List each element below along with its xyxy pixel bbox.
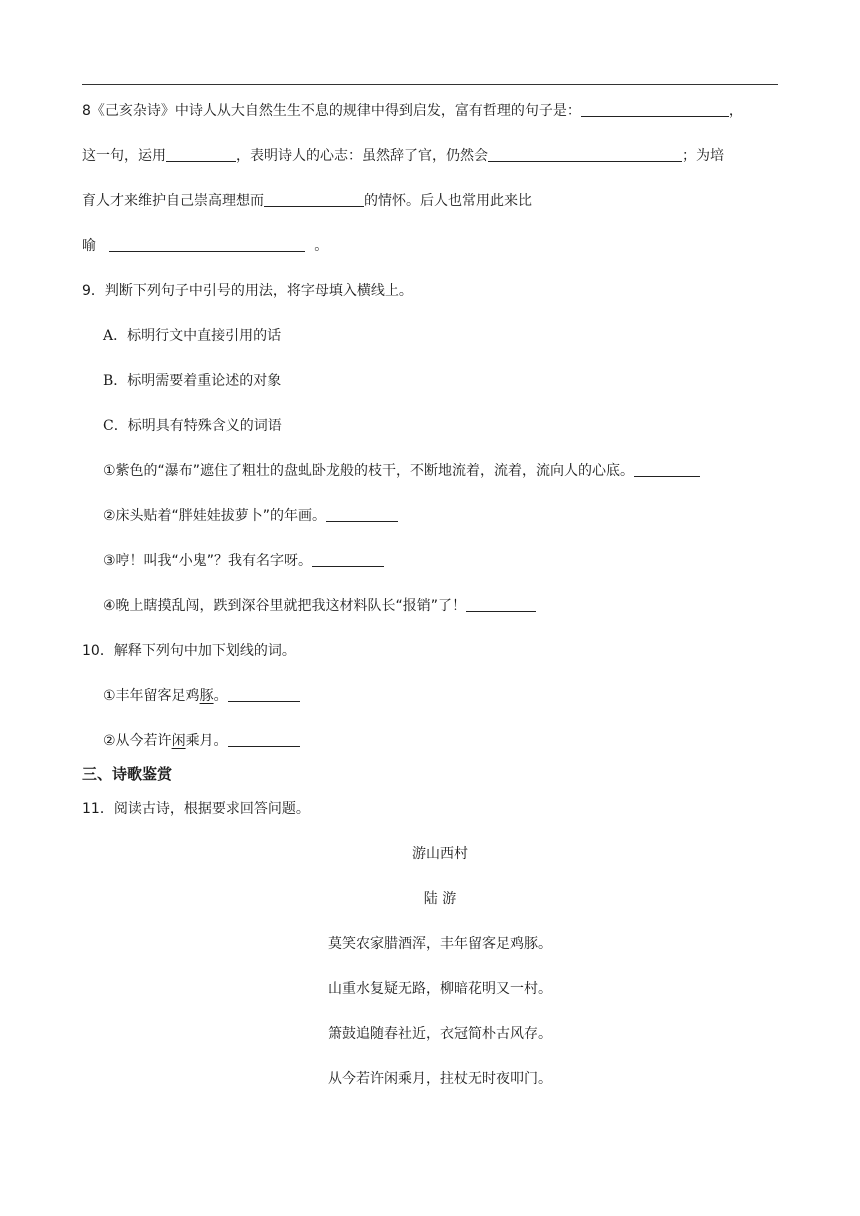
q9-option-b: B．标明需要着重论述的对象 — [103, 373, 282, 389]
q10-item-2-underlined-word: 闲 — [171, 733, 186, 749]
q9-item-1 — [103, 461, 700, 481]
q8-text-3b: 的情怀。后人也常用此来比 — [364, 193, 532, 209]
q9-item-2 — [103, 506, 398, 526]
q10-item-1 — [103, 686, 300, 706]
q9-item-2-text: ②床头贴着“胖娃娃拔萝卜”的年画。 — [103, 508, 327, 524]
q9-item-1-text: ①紫色的“瀑布”遮住了粗壮的盘虬卧龙般的枝干，不断地流着，流着，流向人的心底。 — [103, 463, 635, 479]
q9-item-3-text: ③哼！叫我“小鬼”？我有名字呀。 — [103, 553, 313, 569]
q9-option-c: C．标明具有特殊含义的词语 — [103, 418, 282, 434]
poem-line-1: 莫笑农家腊酒浑，丰年留客足鸡豚。 — [328, 936, 552, 952]
q9-item-4 — [103, 596, 536, 616]
poem-line-2: 山重水复疑无路，柳暗花明又一村。 — [328, 981, 552, 997]
q8-text-2a: 这一句，运用 — [82, 148, 166, 164]
q8-blank-5[interactable] — [109, 237, 305, 252]
q9-blank-3[interactable] — [312, 552, 384, 567]
q10-item-2 — [103, 731, 300, 751]
poem-author: 陆 游 — [423, 891, 457, 907]
q9-blank-1[interactable] — [634, 462, 700, 477]
section-3-heading: 三、诗歌鉴赏 — [82, 765, 173, 783]
q8-text-4b: 。 — [314, 238, 329, 254]
q10-blank-2[interactable] — [228, 732, 300, 747]
q8-blank-3[interactable] — [488, 147, 682, 162]
q11-stem: 11．阅读古诗，根据要求回答问题。 — [82, 801, 310, 817]
q8-text-1: 8《己亥杂诗》中诗人从大自然生生不息的规律中得到启发，富有哲理的句子是： — [82, 103, 581, 119]
q8-text-2c: ；为培 — [682, 148, 724, 164]
q9-blank-4[interactable] — [466, 597, 536, 612]
poem-line-4: 从今若许闲乘月，拄杖无时夜叩门。 — [328, 1071, 552, 1087]
q10-item-2-post: 乘月。 — [185, 733, 228, 749]
q9-item-3 — [103, 551, 384, 571]
q8-line2 — [82, 146, 724, 166]
q10-stem: 10．解释下列句中加下划线的词。 — [82, 643, 296, 659]
q8-blank-1[interactable] — [581, 102, 729, 117]
q9-stem: 9．判断下列句子中引号的用法，将字母填入横线上。 — [82, 283, 413, 299]
q9-item-4-text: ④晚上瞎摸乱闯，跌到深谷里就把我这材料队长“报销”了！ — [103, 598, 467, 614]
q10-blank-1[interactable] — [228, 687, 300, 702]
header-rule — [82, 84, 778, 85]
q8-line4 — [82, 236, 328, 256]
q8-blank-2[interactable] — [166, 147, 236, 162]
q10-item-1-pre: ①丰年留客足鸡 — [103, 688, 200, 704]
q8-text-2b: ，表明诗人的心志：虽然辞了官，仍然会 — [236, 148, 488, 164]
q8-text-4a: 喻 — [82, 238, 96, 254]
poem-line-3: 箫鼓追随春社近，衣冠简朴古风存。 — [328, 1026, 552, 1042]
q8-line1 — [82, 101, 743, 121]
q8-text-1-end: ， — [728, 103, 743, 119]
q8-text-3a: 育人才来维护自己崇高理想而 — [82, 193, 264, 209]
q10-item-1-post: 。 — [213, 688, 228, 704]
q10-item-1-underlined-word: 豚 — [199, 688, 214, 704]
poem-title: 游山西村 — [412, 846, 468, 862]
q9-blank-2[interactable] — [326, 507, 398, 522]
q8-line3 — [82, 191, 532, 211]
q10-item-2-pre: ②从今若许 — [103, 733, 172, 749]
q9-option-a: A．标明行文中直接引用的话 — [103, 328, 282, 344]
q8-blank-4[interactable] — [264, 192, 364, 207]
